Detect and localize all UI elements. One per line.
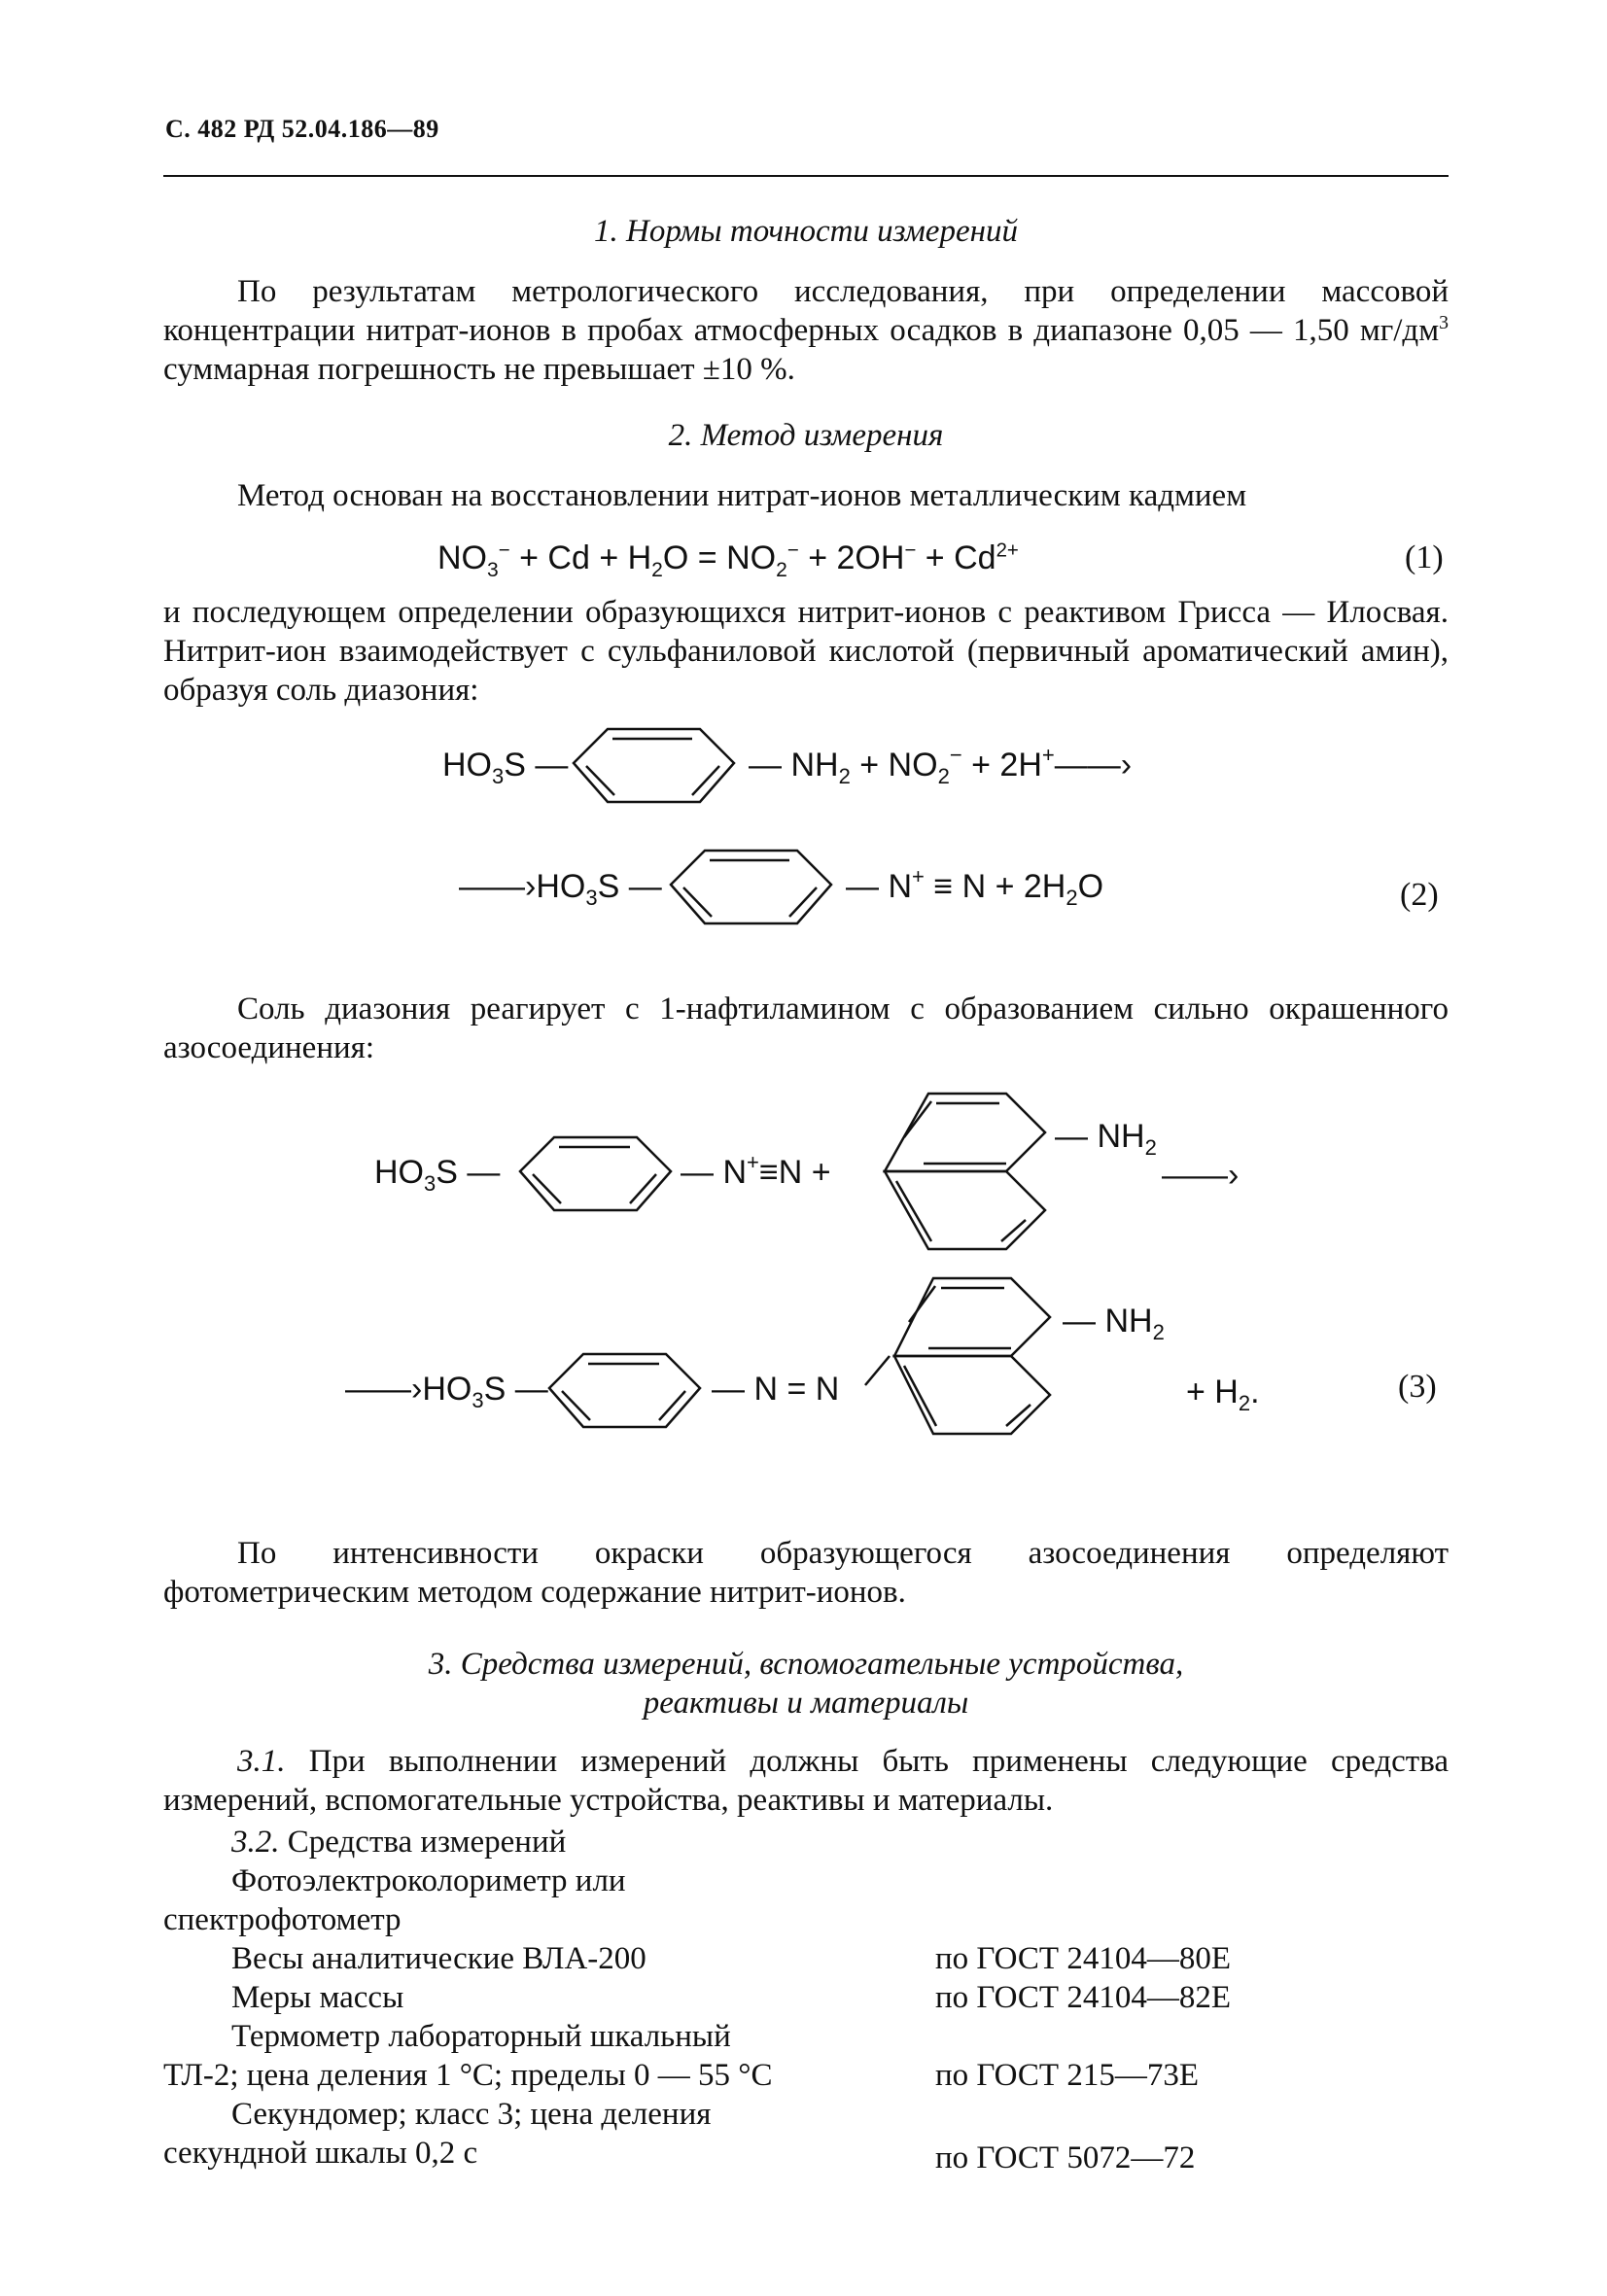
eq2-product-hso3s: $——›HO_3S$ — — [459, 868, 662, 910]
eq2-reactant-hso3s: $HO_3S$ — — [442, 747, 569, 788]
paragraph-photometric — [163, 1534, 1449, 1612]
eq2-product-rest: — $N^+ \equiv N + 2H_2O$ — [846, 864, 1104, 910]
equation-1-number: (1) — [1405, 539, 1444, 575]
equation-2-number: (2) — [1400, 877, 1439, 913]
paragraph-method — [163, 476, 1449, 515]
list-item-line1: Термометр лабораторный шкальный — [231, 2019, 731, 2054]
paragraph-3-1-text: При выполнении измерений должны быть применены следующие средства измерений, вспомогательные устройства, реактивы и материалы. — [163, 1744, 1449, 1818]
eq3-product-nh2: — $NH_2$ — [1063, 1303, 1165, 1344]
section-2-title: 2. Метод измерения — [668, 418, 944, 453]
paragraph-accuracy-text-b: суммарная погрешность не превышает ±10 %. — [163, 352, 795, 387]
list-item-line1: Фотоэлектроколориметр или — [231, 1863, 626, 1898]
eq2-benzene-ring-1 — [574, 729, 734, 802]
eq3-arrow-1: ——› — [1162, 1157, 1240, 1194]
equation-2-scheme — [0, 719, 1607, 972]
list-item-gost: по ГОСТ 24104—80Е — [935, 1941, 1231, 1976]
paragraph-3-1 — [163, 1742, 1449, 1820]
section-3-title-line1: 3. Средства измерений, вспомогательные устройства, — [428, 1647, 1184, 1682]
list-3-2-heading-text: Средства измерений — [279, 1825, 567, 1860]
list-item-line1: Весы аналитические ВЛА-200 — [231, 1941, 646, 1976]
eq3-product-hso3s: $——›HO_3S$ — — [345, 1371, 548, 1412]
list-item-line2: секундной шкалы 0,2 с — [163, 2136, 478, 2171]
eq3-reactant-diazo: — N+≡N + — [681, 1150, 831, 1191]
list-3-2-number: 3.2. — [231, 1825, 280, 1860]
eq3-naphthalene-2 — [894, 1278, 1050, 1434]
eq3-naphthalene-1 — [885, 1094, 1045, 1249]
paragraph-photometric-text: По интенсивности окраски образующегося азосоединения определяют фотометрическим методом содержание нитрит-ионов. — [163, 1536, 1449, 1610]
list-item-gost: по ГОСТ 215—73Е — [935, 2058, 1199, 2093]
paragraph-3-1-number: 3.1. — [237, 1744, 286, 1779]
paragraph-griess: и последующем определении образующихся нитрит-ионов с реактивом Грисса — Илосвая. Нитрит-ион взаимодействует с сульфаниловой кислотой (первичный ароматический амин), образуя соль диазония: — [163, 595, 1449, 708]
list-item-line2: ТЛ-2; цена деления 1 °С; пределы 0 — 55 °С — [163, 2058, 773, 2093]
paragraph-accuracy-sup: 3 — [1439, 312, 1449, 333]
equation-3-number: (3) — [1398, 1369, 1437, 1405]
list-item-gost: по ГОСТ 24104—82Е — [935, 1980, 1231, 2015]
list-item-gost: по ГОСТ 5072—72 — [935, 2140, 1196, 2175]
page-header: С. 482 РД 52.04.186—89 — [165, 115, 439, 143]
list-item-line2: спектрофотометр — [163, 1902, 402, 1937]
eq3-benzene-ring-1 — [520, 1137, 671, 1210]
paragraph-diazonium — [163, 990, 1449, 1067]
eq2-benzene-ring-2 — [671, 851, 831, 923]
eq3-product-h2: + $H_2$. — [1186, 1374, 1260, 1415]
paragraph-diazonium-text: Соль диазония реагирует с 1-нафтиламином с образованием сильно окрашенного азосоединения: — [163, 991, 1449, 1065]
equation-1: $NO_3^- + Cd + H_2O = NO_2^- + 2OH^- + Cd^{2+}$ — [437, 539, 1019, 581]
list-item-line1: Секундомер; класс 3; цена деления — [231, 2097, 712, 2132]
header-rule — [163, 175, 1449, 177]
eq3-product-azo: — N = N — [712, 1371, 840, 1408]
eq3-benzene-ring-2 — [549, 1354, 700, 1427]
eq2-reactant-rest: — $NH_2 + NO_2^-$ + 2H+——› — [749, 743, 1133, 788]
eq3-reactant-hso3s: $HO_3S$ — — [374, 1154, 501, 1196]
paragraph-accuracy-text-a: По результатам метрологического исследования, при определении массовой концентрации нитрат-ионов в пробах атмосферных осадков в диапазоне 0,05 — 1,50 мг/дм — [163, 274, 1449, 348]
list-item-line1: Меры массы — [231, 1980, 404, 2015]
list-3-2-heading — [231, 1823, 566, 1861]
paragraph-method-text: Метод основан на восстановлении нитрат-ионов металлическим кадмием — [237, 478, 1247, 513]
section-3-title-line2: реактивы и материалы — [643, 1686, 969, 1721]
section-1-title: 1. Нормы точности измерений — [594, 214, 1018, 249]
equation-3-scheme — [0, 1074, 1607, 1521]
eq3-azo-bond — [865, 1356, 890, 1385]
paragraph-accuracy — [163, 272, 1449, 389]
eq3-reactant-nh2: — $NH_2$ — [1055, 1118, 1157, 1160]
